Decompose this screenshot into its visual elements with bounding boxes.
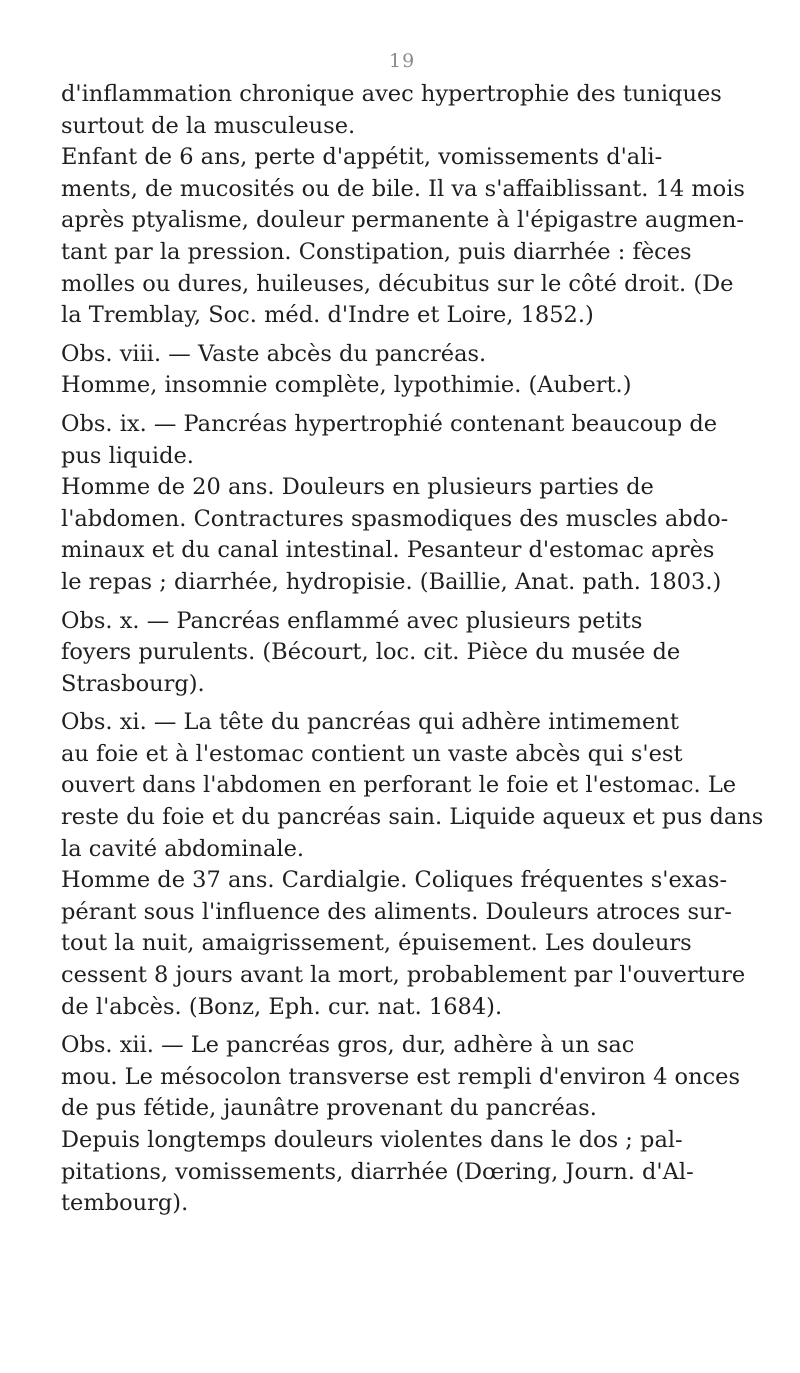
text-line: de pus fétide, jaunâtre provenant du pancréas.	[61, 1095, 597, 1122]
text-line: l'abdomen. Contractures spasmodiques des muscles abdo-	[61, 505, 729, 532]
text-line: tout la nuit, amaigrissement, épuisement. Les douleurs	[61, 930, 692, 957]
text-line: Obs. viii. — Vaste abcès du pancréas.	[61, 340, 487, 367]
text-line: Obs. ix. — Pancréas hypertrophié contenant beaucoup de	[61, 410, 718, 437]
text-line: Homme de 37 ans. Cardialgie. Coliques fréquentes s'exas-	[61, 867, 728, 894]
paragraph	[61, 339, 750, 402]
text-line: la cavité abdominale.	[61, 835, 305, 862]
page-body	[61, 79, 764, 1220]
text-line: cessent 8 jours avant la mort, probablement par l'ouverture	[61, 962, 746, 989]
text-line: la Tremblay, Soc. méd. d'Indre et Loire, 1852.)	[61, 302, 594, 329]
text-line: d'inflammation chronique avec hypertrophie des tuniques	[61, 81, 722, 107]
text-line: foyers purulents. (Bécourt, loc. cit. Pièce du musée de	[61, 639, 681, 666]
text-line: de l'abcès. (Bonz, Eph. cur. nat. 1684).	[61, 993, 503, 1020]
text-line: minaux et du canal intestinal. Pesanteur d'estomac après	[61, 537, 715, 564]
text-line: pitations, vomissements, diarrhée (Dœring, Journ. d'Al-	[61, 1158, 694, 1185]
text-line: tembourg).	[61, 1190, 189, 1217]
text-line: tant par la pression. Constipation, puis diarrhée : fèces	[61, 238, 692, 265]
text-line: Enfant de 6 ans, perte d'appétit, vomissements d'ali-	[61, 144, 663, 171]
text-line: reste du foie et du pancréas sain. Liquide aqueux et pus dans	[61, 804, 764, 831]
paragraph-gap	[61, 332, 750, 339]
text-line: molles ou dures, huileuses, décubitus sur le côté droit. (De	[61, 270, 734, 297]
paragraph	[61, 606, 750, 701]
text-line: le repas ; diarrhée, hydropisie. (Baillie, Anat. path. 1803.)	[61, 568, 722, 595]
text-line: au foie et à l'estomac contient un vaste abcès qui s'est	[61, 740, 683, 767]
paragraph	[61, 707, 764, 1023]
paragraph	[61, 409, 750, 599]
text-line: Obs. xii. — Le pancréas gros, dur, adhère à un sac	[61, 1032, 635, 1059]
paragraph-gap	[61, 700, 750, 707]
paragraph-gap	[61, 1023, 750, 1030]
text-line: pus liquide.	[61, 442, 194, 469]
text-line: ouvert dans l'abdomen en perforant le foie et l'estomac. Le	[61, 772, 737, 799]
paragraph-gap	[61, 599, 750, 606]
text-line: après ptyalisme, douleur permanente à l'épigastre augmen-	[61, 207, 744, 234]
text-line: pérant sous l'influence des aliments. Douleurs atroces sur-	[61, 898, 732, 925]
text-line: mou. Le mésocolon transverse est rempli d'environ 4 onces	[61, 1063, 741, 1090]
paragraph	[61, 1030, 750, 1220]
text-line: Obs. x. — Pancréas enflammé avec plusieurs petits	[61, 607, 643, 634]
text-line: Homme de 20 ans. Douleurs en plusieurs parties de	[61, 474, 654, 501]
text-line: Strasbourg).	[61, 670, 205, 697]
text-line: Obs. xi. — La tête du pancréas qui adhère intimement	[61, 709, 679, 736]
paragraph-gap	[61, 402, 750, 409]
page-number: 19	[389, 50, 416, 72]
text-line: ments, de mucosités ou de bile. Il va s'affaiblissant. 14 mois	[61, 175, 745, 202]
paragraph	[61, 79, 750, 332]
text-line: Homme, insomnie complète, lypothimie. (Aubert.)	[61, 372, 632, 399]
text-line: surtout de la musculeuse.	[61, 112, 356, 139]
text-line: Depuis longtemps douleurs violentes dans le dos ; pal-	[61, 1127, 683, 1153]
